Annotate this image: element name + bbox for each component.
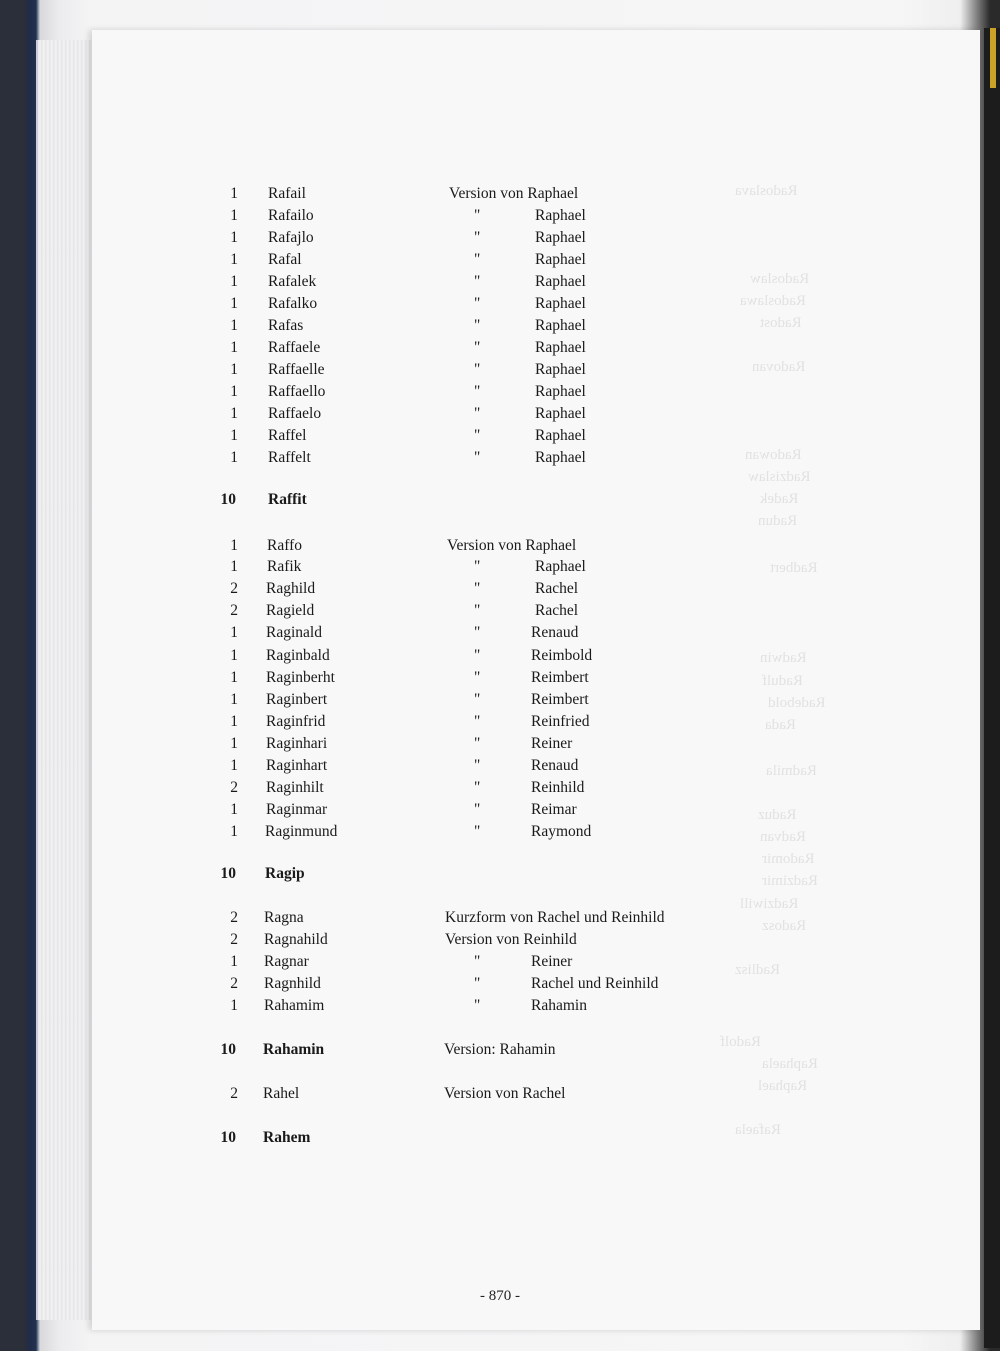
entry-name: Raginald <box>266 624 322 641</box>
list-item <box>0 578 1000 600</box>
entry-count: 10 <box>220 865 236 882</box>
show-through-word: Rafaela <box>735 1122 781 1138</box>
list-item <box>0 777 1000 799</box>
entry-name: Ragnhild <box>264 975 321 992</box>
show-through-word: Radzislaw <box>748 469 811 485</box>
entry-count: 1 <box>230 383 238 400</box>
ditto-mark: " <box>474 405 481 422</box>
entry-name: Ragield <box>266 602 315 619</box>
entry-count: 1 <box>230 757 238 774</box>
entry-name: Ragip <box>265 865 305 882</box>
list-item <box>0 556 1000 578</box>
show-through-word: Radomir <box>762 851 815 867</box>
list-item <box>0 1127 1000 1149</box>
entry-name: Raginhilt <box>266 779 324 796</box>
entry-target-name: Reimbert <box>531 669 589 686</box>
show-through-word: Raduz <box>758 807 797 823</box>
entry-count: 1 <box>230 713 238 730</box>
entry-count: 1 <box>230 997 238 1014</box>
list-item <box>0 711 1000 733</box>
entry-name: Raffelt <box>268 449 311 466</box>
show-through-word: Rada <box>765 717 796 733</box>
list-item <box>0 645 1000 667</box>
list-item <box>0 733 1000 755</box>
show-through-word: Radziwill <box>740 896 799 912</box>
list-item <box>0 799 1000 821</box>
entry-target-name: Raphael <box>535 339 586 356</box>
show-through-word: Radoslava <box>735 183 798 199</box>
entry-target-name: Reinfried <box>531 713 590 730</box>
entry-count: 1 <box>230 449 238 466</box>
entry-name: Ragna <box>264 909 304 926</box>
entry-name: Raghild <box>266 580 316 597</box>
ditto-mark: " <box>474 317 481 334</box>
entry-target-name: Renaud <box>531 624 579 641</box>
entry-count: 10 <box>220 1129 236 1146</box>
list-item <box>0 183 1000 205</box>
entry-name: Raffo <box>267 537 303 554</box>
entry-description: Version von Raphael <box>447 537 577 554</box>
entry-target-name: Rachel <box>535 602 579 619</box>
show-through-word: Radovan <box>752 359 806 375</box>
list-item <box>0 1083 1000 1105</box>
entry-description: Version von Rachel <box>444 1085 566 1102</box>
entry-count: 2 <box>230 602 238 619</box>
list-item <box>0 689 1000 711</box>
show-through-word: Radolf <box>720 1034 761 1050</box>
ditto-mark: " <box>474 558 481 575</box>
entry-target-name: Raphael <box>535 273 586 290</box>
entry-count: 1 <box>230 647 238 664</box>
entry-name: Rahamin <box>263 1041 325 1058</box>
ditto-mark: " <box>474 207 481 224</box>
ditto-mark: " <box>474 735 481 752</box>
list-item <box>0 755 1000 777</box>
entry-count: 1 <box>230 339 238 356</box>
entry-name: Rafalko <box>268 295 318 312</box>
show-through-word: Raphael <box>758 1078 808 1094</box>
ditto-mark: " <box>474 691 481 708</box>
entry-count: 1 <box>230 558 238 575</box>
entry-count: 1 <box>230 295 238 312</box>
entry-target-name: Reinhild <box>531 779 585 796</box>
list-item <box>0 622 1000 644</box>
entry-description: Version von Reinhild <box>445 931 577 948</box>
ditto-mark: " <box>474 779 481 796</box>
list-item <box>0 600 1000 622</box>
list-item <box>0 315 1000 337</box>
list-item <box>0 489 1000 511</box>
entry-name: Raginhari <box>266 735 328 752</box>
entry-name: Raginbald <box>266 647 330 664</box>
entry-count: 1 <box>230 361 238 378</box>
entry-name: Raffaelo <box>268 405 322 422</box>
entry-name: Raginbert <box>266 691 328 708</box>
entry-name: Raginhart <box>266 757 328 774</box>
list-item <box>0 863 1000 885</box>
entry-name: Raginfrid <box>266 713 326 730</box>
entry-count: 1 <box>230 185 238 202</box>
entry-count: 2 <box>230 909 238 926</box>
entry-target-name: Renaud <box>531 757 579 774</box>
entry-count: 2 <box>230 975 238 992</box>
show-through-word: Radowan <box>745 447 802 463</box>
entry-target-name: Raphael <box>535 405 586 422</box>
ditto-mark: " <box>474 251 481 268</box>
entry-name: Rahamim <box>264 997 325 1014</box>
entry-target-name: Rahamin <box>531 997 587 1014</box>
ditto-mark: " <box>474 953 481 970</box>
entry-name: Rahem <box>263 1129 311 1146</box>
entry-count: 1 <box>230 801 238 818</box>
entry-count: 1 <box>230 953 238 970</box>
show-through-word: Radek <box>760 491 799 507</box>
entry-target-name: Raphael <box>535 207 586 224</box>
entry-target-name: Raphael <box>535 558 586 575</box>
entry-count: 10 <box>220 1041 236 1058</box>
entry-name: Ragnahild <box>264 931 328 948</box>
list-item <box>0 1039 1000 1061</box>
list-item <box>0 381 1000 403</box>
entry-target-name: Reimbert <box>531 691 589 708</box>
show-through-word: Radun <box>758 513 798 529</box>
list-item <box>0 205 1000 227</box>
entry-name: Rafalek <box>268 273 317 290</box>
entry-target-name: Raphael <box>535 251 586 268</box>
entry-name: Rafailo <box>268 207 314 224</box>
entry-name: Ragnar <box>264 953 309 970</box>
entry-name: Raffel <box>268 427 307 444</box>
list-item <box>0 821 1000 843</box>
entry-name: Raffaelle <box>268 361 325 378</box>
entry-count: 1 <box>230 317 238 334</box>
entry-name: Raginberht <box>266 669 335 686</box>
list-item <box>0 907 1000 929</box>
list-item <box>0 227 1000 249</box>
ditto-mark: " <box>474 669 481 686</box>
entry-target-name: Reimbold <box>531 647 593 664</box>
ditto-mark: " <box>474 975 481 992</box>
list-item <box>0 951 1000 973</box>
list-item <box>0 447 1000 469</box>
entry-count: 1 <box>230 229 238 246</box>
entry-name: Raginmar <box>266 801 328 818</box>
list-item <box>0 403 1000 425</box>
entry-count: 2 <box>230 779 238 796</box>
ditto-mark: " <box>474 624 481 641</box>
entry-count: 2 <box>230 931 238 948</box>
entry-target-name: Raphael <box>535 427 586 444</box>
entry-name: Raginmund <box>265 823 338 840</box>
entry-count: 1 <box>230 427 238 444</box>
entry-count: 1 <box>230 691 238 708</box>
ditto-mark: " <box>474 713 481 730</box>
ditto-mark: " <box>474 361 481 378</box>
entry-name: Rafik <box>267 558 302 575</box>
list-item <box>0 535 1000 557</box>
ditto-mark: " <box>474 229 481 246</box>
list-item <box>0 293 1000 315</box>
entry-name: Rafal <box>268 251 302 268</box>
list-item <box>0 271 1000 293</box>
show-through-word: Radebold <box>768 695 826 711</box>
entry-description: Version: Rahamin <box>444 1041 556 1058</box>
entry-target-name: Raphael <box>535 295 586 312</box>
entry-name: Raffit <box>268 491 307 508</box>
show-through-word: Radosz <box>762 918 807 934</box>
list-item <box>0 973 1000 995</box>
entry-target-name: Reimar <box>531 801 577 818</box>
ditto-mark: " <box>474 449 481 466</box>
entry-name: Rafail <box>268 185 306 202</box>
ditto-mark: " <box>474 295 481 312</box>
entry-target-name: Reiner <box>531 735 573 752</box>
entry-count: 1 <box>230 669 238 686</box>
entry-target-name: Reiner <box>531 953 573 970</box>
ditto-mark: " <box>474 602 481 619</box>
entry-target-name: Rachel <box>535 580 579 597</box>
entry-description: Version von Raphael <box>449 185 579 202</box>
show-through-word: Radulf <box>762 673 803 689</box>
entry-count: 1 <box>230 823 238 840</box>
entry-name: Rafajlo <box>268 229 314 246</box>
ditto-mark: " <box>474 383 481 400</box>
page-number: - 870 - <box>480 1288 520 1304</box>
list-item <box>0 337 1000 359</box>
show-through-word: Radmila <box>766 763 817 779</box>
list-item <box>0 929 1000 951</box>
entry-target-name: Raphael <box>535 383 586 400</box>
show-through-word: Radlisz <box>735 962 780 978</box>
entry-description: Kurzform von Rachel und Reinhild <box>445 909 665 926</box>
entry-name: Rahel <box>263 1085 300 1102</box>
entry-name: Raffaello <box>268 383 326 400</box>
entry-count: 2 <box>230 580 238 597</box>
entry-count: 1 <box>230 251 238 268</box>
entry-target-name: Rachel und Reinhild <box>531 975 659 992</box>
entry-count: 1 <box>230 735 238 752</box>
show-through-word: Radzimir <box>762 873 818 889</box>
list-item <box>0 359 1000 381</box>
show-through-word: Raphaela <box>762 1056 818 1072</box>
entry-name: Rafas <box>268 317 304 334</box>
entry-target-name: Raphael <box>535 229 586 246</box>
entry-count: 1 <box>230 207 238 224</box>
entry-count: 1 <box>230 624 238 641</box>
show-through-word: Radoslawa <box>740 293 806 309</box>
ditto-mark: " <box>474 997 481 1014</box>
show-through-word: Radbert <box>770 560 818 576</box>
entry-count: 2 <box>230 1085 238 1102</box>
show-through-word: Radvan <box>760 829 806 845</box>
show-through-word: Radoslaw <box>750 271 810 287</box>
list-item <box>0 995 1000 1017</box>
ditto-mark: " <box>474 273 481 290</box>
list-item <box>0 667 1000 689</box>
ditto-mark: " <box>474 427 481 444</box>
ditto-mark: " <box>474 647 481 664</box>
entry-count: 1 <box>230 405 238 422</box>
show-through-word: Radost <box>760 315 802 331</box>
entry-target-name: Raymond <box>531 823 592 840</box>
entry-target-name: Raphael <box>535 449 586 466</box>
entry-target-name: Raphael <box>535 317 586 334</box>
list-item <box>0 425 1000 447</box>
ditto-mark: " <box>474 757 481 774</box>
entry-count: 1 <box>230 273 238 290</box>
ditto-mark: " <box>474 580 481 597</box>
ditto-mark: " <box>474 823 481 840</box>
entry-count: 10 <box>220 491 236 508</box>
ditto-mark: " <box>474 801 481 818</box>
entry-target-name: Raphael <box>535 361 586 378</box>
list-item <box>0 249 1000 271</box>
ditto-mark: " <box>474 339 481 356</box>
entry-count: 1 <box>230 537 238 554</box>
entry-name: Raffaele <box>268 339 321 356</box>
show-through-word: Radwin <box>760 650 807 666</box>
